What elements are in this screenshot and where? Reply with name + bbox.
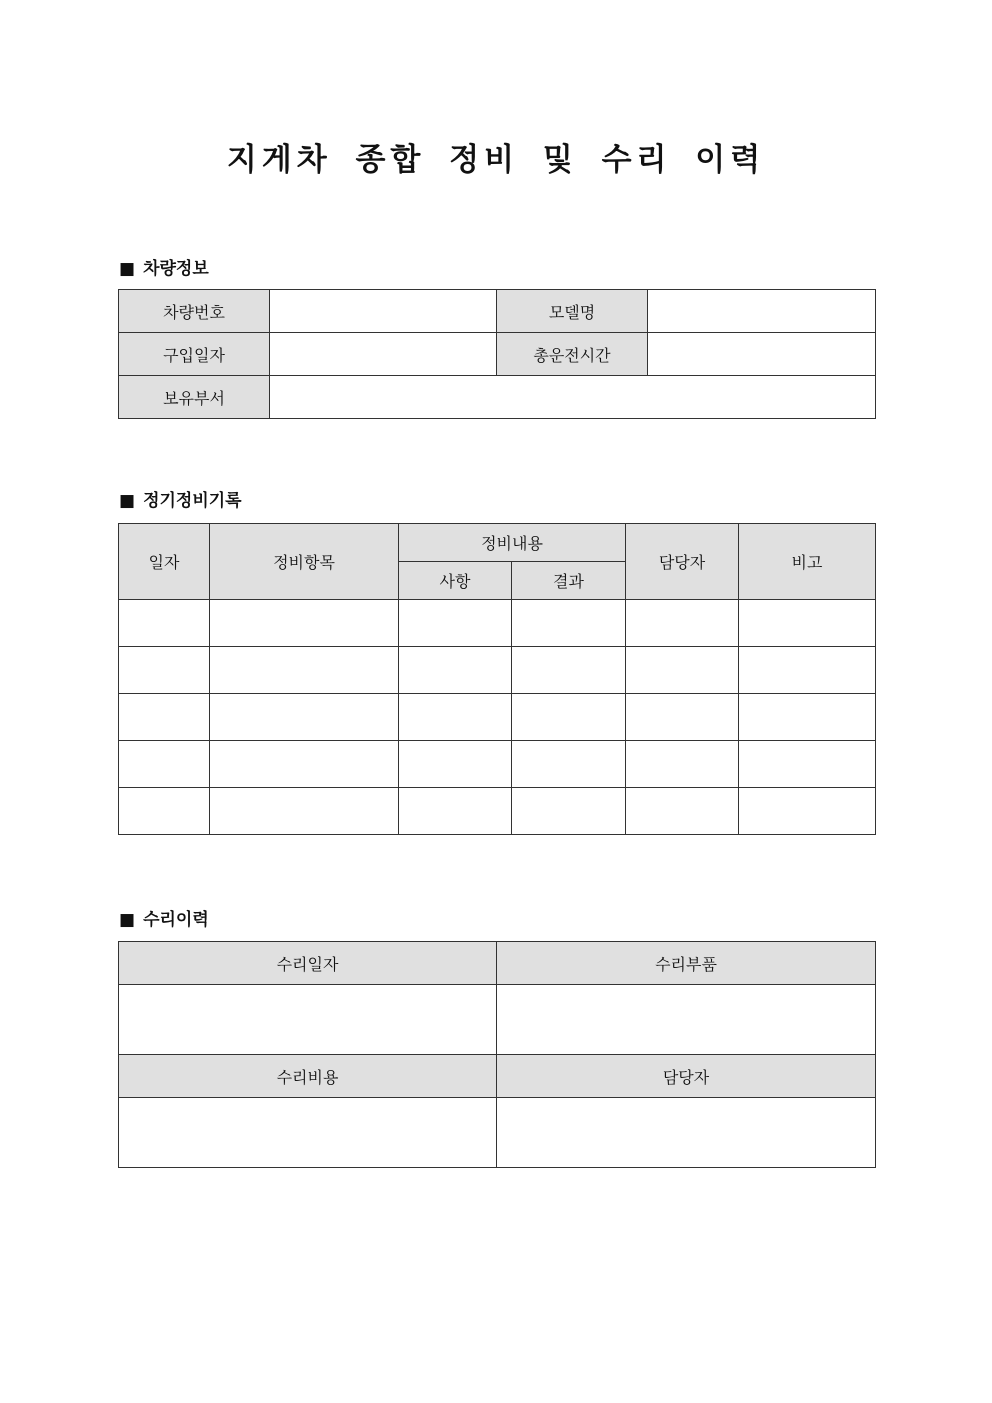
repair-history-heading	[119, 905, 209, 930]
maintenance-date-cell[interactable]	[119, 600, 210, 647]
maintenance-person-cell[interactable]	[626, 741, 739, 788]
maintenance-item-header: 정비항목	[210, 524, 399, 600]
maintenance-person-cell[interactable]	[626, 788, 739, 835]
maintenance-remarks-cell[interactable]	[739, 647, 876, 694]
maintenance-date-cell[interactable]	[119, 788, 210, 835]
vehicle-info-heading	[119, 254, 209, 279]
maintenance-date-header: 일자	[119, 524, 210, 600]
repair-header-row	[119, 942, 876, 985]
repair-person-header: 담당자	[497, 1055, 876, 1098]
total-operating-hours-label: 총운전시간	[497, 333, 648, 376]
table-row	[119, 694, 876, 741]
maintenance-result-cell[interactable]	[512, 741, 626, 788]
repair-parts-header: 수리부품	[497, 942, 876, 985]
square-bullet-icon: ■	[119, 491, 136, 511]
page-title: 지게차 종합 정비 및 수리 이력	[226, 142, 766, 178]
regular-maintenance-heading	[119, 486, 242, 511]
maintenance-content-header: 정비내용	[399, 524, 626, 562]
maintenance-matter-cell[interactable]	[399, 600, 512, 647]
repair-date-header: 수리일자	[119, 942, 497, 985]
maintenance-remarks-header: 비고	[739, 524, 876, 600]
table-row	[119, 788, 876, 835]
purchase-date-field[interactable]	[270, 333, 497, 376]
maintenance-matter-header: 사항	[399, 562, 512, 600]
repair-history-heading-text: 수리이력	[143, 910, 209, 930]
repair-header-row	[119, 1055, 876, 1098]
owning-department-label: 보유부서	[119, 376, 270, 419]
purchase-date-label: 구입일자	[119, 333, 270, 376]
maintenance-result-cell[interactable]	[512, 788, 626, 835]
maintenance-matter-cell[interactable]	[399, 694, 512, 741]
vehicle-info-heading-text: 차량정보	[143, 259, 209, 279]
maintenance-person-cell[interactable]	[626, 600, 739, 647]
maintenance-date-cell[interactable]	[119, 647, 210, 694]
maintenance-remarks-cell[interactable]	[739, 694, 876, 741]
repair-date-field[interactable]	[119, 985, 497, 1055]
repair-history-table	[118, 941, 876, 1168]
vehicle-info-row	[119, 333, 876, 376]
maintenance-remarks-cell[interactable]	[739, 741, 876, 788]
regular-maintenance-table	[118, 523, 876, 835]
table-row	[119, 985, 876, 1055]
maintenance-person-cell[interactable]	[626, 694, 739, 741]
maintenance-result-cell[interactable]	[512, 647, 626, 694]
maintenance-item-cell[interactable]	[210, 788, 399, 835]
vehicle-info-row	[119, 290, 876, 333]
repair-cost-field[interactable]	[119, 1098, 497, 1168]
maintenance-item-cell[interactable]	[210, 600, 399, 647]
maintenance-matter-cell[interactable]	[399, 647, 512, 694]
maintenance-item-cell[interactable]	[210, 647, 399, 694]
regular-maintenance-heading-text: 정기정비기록	[143, 491, 242, 511]
maintenance-result-cell[interactable]	[512, 600, 626, 647]
vehicle-info-table	[118, 289, 876, 419]
table-row	[119, 741, 876, 788]
model-name-label: 모델명	[497, 290, 648, 333]
maintenance-remarks-cell[interactable]	[739, 788, 876, 835]
owning-department-field[interactable]	[270, 376, 876, 419]
table-row	[119, 600, 876, 647]
table-row	[119, 647, 876, 694]
square-bullet-icon: ■	[119, 910, 136, 930]
maintenance-person-header: 담당자	[626, 524, 739, 600]
maintenance-result-cell[interactable]	[512, 694, 626, 741]
model-name-field[interactable]	[648, 290, 876, 333]
table-row	[119, 1098, 876, 1168]
total-operating-hours-field[interactable]	[648, 333, 876, 376]
vehicle-info-row	[119, 376, 876, 419]
repair-cost-header: 수리비용	[119, 1055, 497, 1098]
maintenance-result-header: 결과	[512, 562, 626, 600]
maintenance-date-cell[interactable]	[119, 694, 210, 741]
plate-number-label: 차량번호	[119, 290, 270, 333]
maintenance-matter-cell[interactable]	[399, 788, 512, 835]
maintenance-remarks-cell[interactable]	[739, 600, 876, 647]
maintenance-date-cell[interactable]	[119, 741, 210, 788]
repair-parts-field[interactable]	[497, 985, 876, 1055]
maintenance-header-row	[119, 524, 876, 562]
maintenance-item-cell[interactable]	[210, 694, 399, 741]
maintenance-matter-cell[interactable]	[399, 741, 512, 788]
maintenance-item-cell[interactable]	[210, 741, 399, 788]
plate-number-field[interactable]	[270, 290, 497, 333]
repair-person-field[interactable]	[497, 1098, 876, 1168]
maintenance-person-cell[interactable]	[626, 647, 739, 694]
square-bullet-icon: ■	[119, 259, 136, 279]
